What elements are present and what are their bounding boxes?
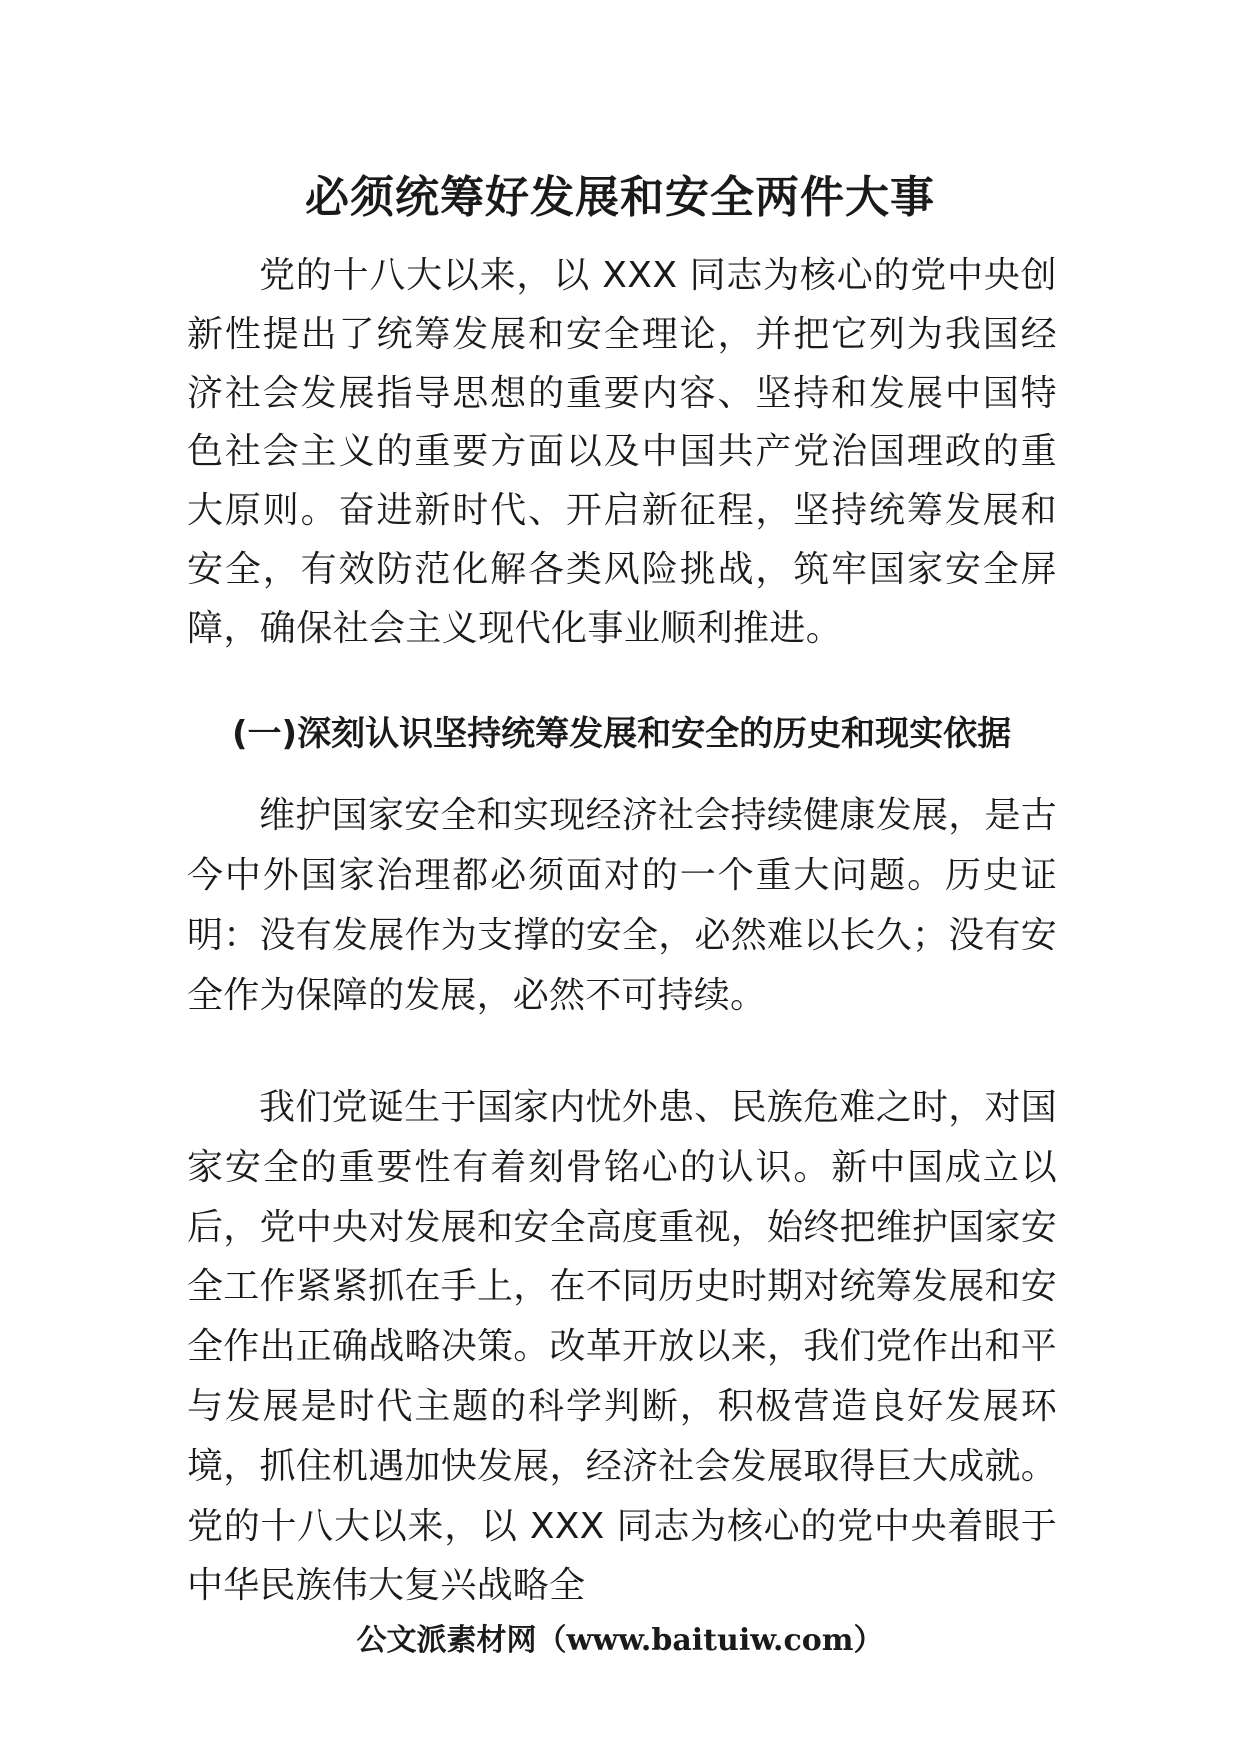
section-heading: (一)深刻认识坚持统筹发展和安全的历史和现实依据 (232, 714, 1012, 754)
body-paragraph: 维护国家安全和实现经济社会持续健康发展，是古今中外国家治理都必须面对的一个重大问题。历史证明：没有发展作为支撑的安全，必然难以长久；没有安全作为保障的发展，必然不可持续。 (187, 795, 1057, 1016)
footer-watermark: 公文派素材网（www.baituiw.com） (356, 1623, 884, 1658)
document-title: 必须统筹好发展和安全两件大事 (305, 172, 935, 223)
body-paragraph: 我们党诞生于国家内忧外患、民族危难之时，对国家安全的重要性有着刻骨铭心的认识。新中国成立以后，党中央对发展和安全高度重视，始终把维护国家安全工作紧紧抓在手上，在不同历史时期对统筹发展和安全作出正确战略决策。改革开放以来，我们党作出和平与发展是时代主题的科学判断，积极营造良好发展环境，抓住机遇加快发展，经济社会发展取得巨大成就。党的十八大以来，以 XXX 同志为核心的党中央着眼于中华民族伟大复兴战略全 (187, 1087, 1057, 1607)
intro-paragraph: 党的十八大以来，以 XXX 同志为核心的党中央创新性提出了统筹发展和安全理论，并把它列为我国经济社会发展指导思想的重要内容、坚持和发展中国特色社会主义的重要方面以及中国共产党治国理政的重大原则。奋进新时代、开启新征程，坚持统筹发展和安全，有效防范化解各类风险挑战，筑牢国家安全屏障，确保社会主义现代化事业顺利推进。 (187, 255, 1057, 649)
